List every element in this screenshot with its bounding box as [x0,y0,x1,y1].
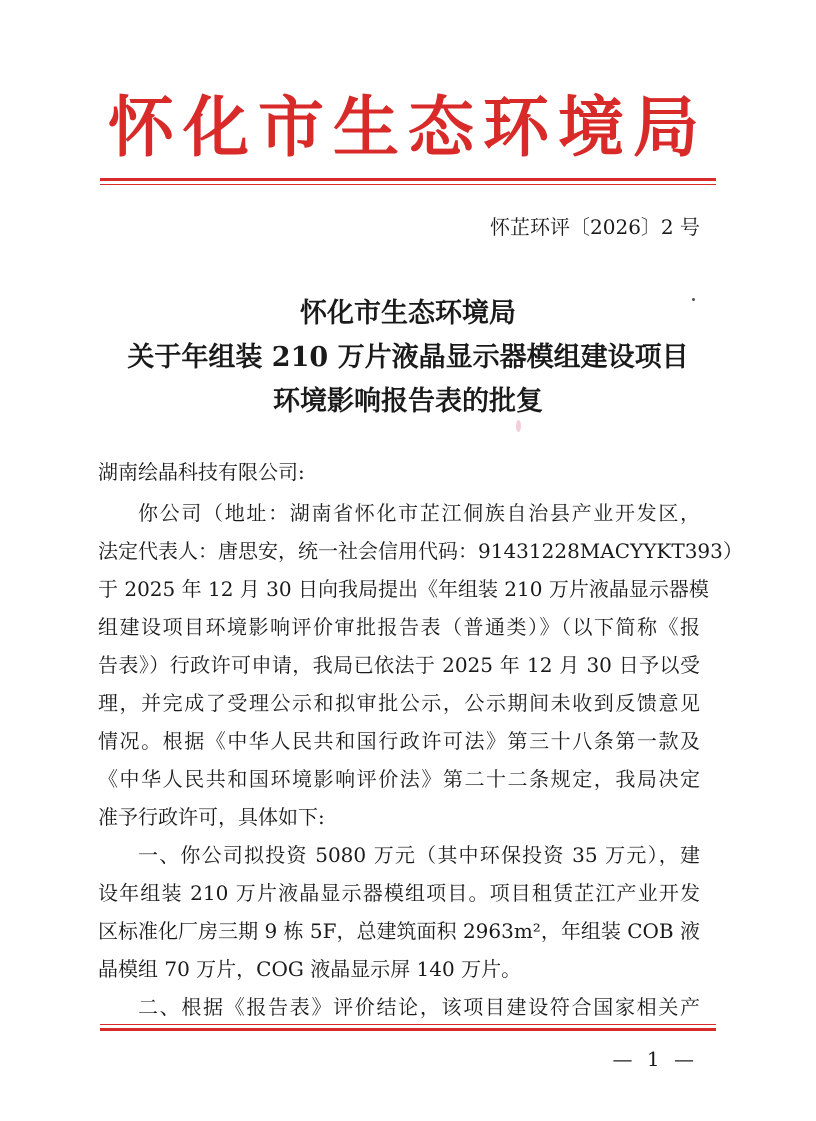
letterhead-agency-name: 怀化市生态环境局 [108,89,708,166]
body-line: 组建设项目环境影响评价审批报告表（普通类）》（以下简称《报 [98,615,700,639]
title-line-2: 关于年组装 210 万片液晶显示器模组建设项目 [127,342,689,373]
scan-speck [692,298,695,301]
title-line-1: 怀化市生态环境局 [300,298,516,329]
letterhead-red-rule-thin [100,184,716,185]
body-line: 你公司（地址：湖南省怀化市芷江侗族自治县产业开发区， [138,501,700,525]
body-line: 法定代表人：唐思安，统一社会信用代码：91431228MACYYKT393） [98,539,743,563]
document-title [0,292,816,424]
body-line: 二、根据《报告表》评价结论，该项目建设符合国家相关产 [138,995,700,1019]
body-line: 情况。根据《中华人民共和国行政许可法》第三十八条第一款及 [98,729,700,753]
body-line: 《中华人民共和国环境影响评价法》第二十二条规定，我局决定 [98,767,700,791]
body-text [98,494,743,1026]
document-number: 怀芷环评〔2026〕2 号 [490,215,700,239]
addressee: 湖南绘晶科技有限公司: [98,460,305,484]
body-line: 于 2025 年 12 月 30 日向我局提出《年组装 210 万片液晶显示器模 [98,577,709,601]
body-line: 告表》）行政许可申请，我局已依法于 2025 年 12 月 30 日予以受 [98,653,700,677]
body-line: 一、你公司拟投资 5080 万元（其中环保投资 35 万元），建 [138,843,700,867]
footer-red-rule-thick [100,1028,716,1031]
scan-speck [516,420,521,432]
body-line: 区标准化厂房三期 9 栋 5F，总建筑面积 2963m²，年组装 COB 液 [98,919,700,943]
footer-red-rule-thin [100,1024,716,1025]
body-line: 设年组装 210 万片液晶显示器模组项目。项目租赁芷江产业开发 [98,881,700,905]
letterhead-red-rule-thick [100,178,716,181]
body-line: 晶模组 70 万片，COG 液晶显示屏 140 万片。 [98,957,522,981]
title-line-3: 环境影响报告表的批复 [273,386,543,417]
body-line: 准予行政许可，具体如下: [98,805,325,829]
page-number: — 1 — [612,1047,698,1071]
body-line: 理，并完成了受理公示和拟审批公示，公示期间未收到反馈意见 [98,691,700,715]
